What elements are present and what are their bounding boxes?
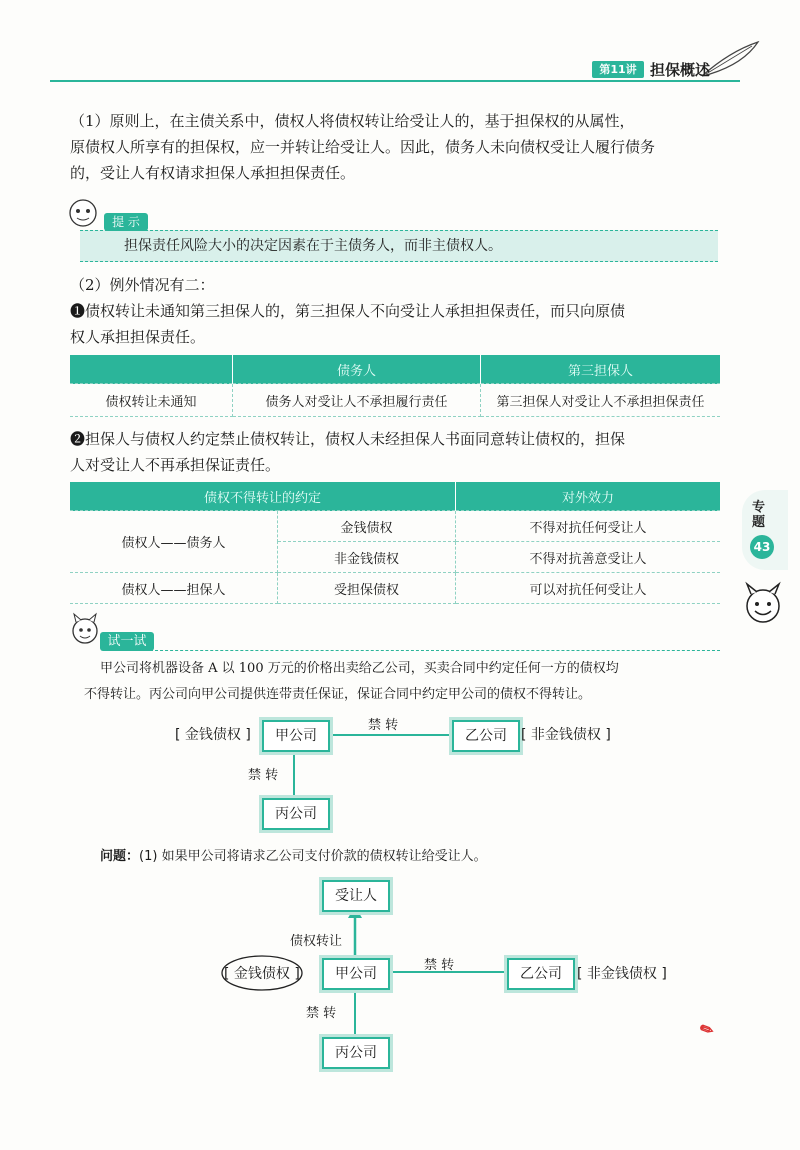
tip-label: 提 示: [104, 213, 148, 231]
text-line: 人对受让人不再承担保证责任。: [70, 456, 281, 474]
decorative-stamp: ✎: [696, 1018, 717, 1041]
table-cell: 不得对抗善意受让人: [456, 542, 721, 573]
tip-text: 担保责任风险大小的决定因素在于主债务人，而非主债权人。: [124, 238, 502, 254]
table-cell: 债权人——担保人: [70, 573, 278, 604]
table-header-cell: 第三担保人: [481, 355, 721, 384]
page-header-title: 担保概述: [650, 61, 711, 79]
note-non-monetary: [ 非金钱债权 ]: [577, 966, 667, 982]
text-line: 原债权人所享有的担保权，应一并转让给受让人。因此，债务人未向债权受让人履行债务: [70, 138, 656, 156]
question-label: 问题：: [100, 849, 140, 864]
text-line: ❷担保人与债权人约定禁止债权转让，债权人未经担保人书面同意转让债权的，担保: [70, 430, 626, 448]
text-line: 权人承担担保责任。: [70, 328, 206, 346]
table-cell: 第三担保人对受让人不承担担保责任: [481, 384, 721, 417]
table-cell: 可以对抗任何受让人: [456, 573, 721, 604]
edge-label-transfer: 债权转让: [290, 934, 343, 949]
node-transferee: 受让人: [322, 880, 390, 912]
edge-label-ban: 禁 转: [424, 958, 455, 973]
table-cell: 债务人对受让人不承担履行责任: [233, 384, 481, 417]
edge-label-ban: 禁 转: [368, 718, 399, 733]
table-cell: 金钱债权: [278, 511, 456, 542]
question-text: (1) 如果甲公司将请求乙公司支付价款的债权转让给受让人。: [139, 849, 487, 864]
question: [100, 845, 487, 864]
node-jia: 甲公司: [262, 720, 330, 752]
text-line: 的，受让人有权请求担保人承担担保责任。: [70, 164, 356, 182]
node-bing: 丙公司: [262, 798, 330, 830]
lesson-tag: 第11讲: [592, 61, 644, 78]
text-line: （1）原则上，在主债关系中，债权人将债权转让给受让人的，基于担保权的从属性，: [70, 112, 635, 130]
table-header-cell: 债权不得转让的约定: [70, 482, 456, 511]
text-line: 甲公司将机器设备 A 以 100 万元的价格出卖给乙公司，买卖合同中约定任何一方的债权均: [100, 661, 619, 676]
exceptions-title: （2）例外情况有二：: [70, 276, 215, 294]
table-cell: 非金钱债权: [278, 542, 456, 573]
note-monetary: [ 金钱债权 ]: [175, 727, 251, 743]
node-yi: 乙公司: [507, 958, 575, 990]
edge-label-ban: 禁 转: [306, 1006, 337, 1021]
side-tab-number: 43: [750, 535, 774, 559]
table-header-cell: 债务人: [233, 355, 481, 384]
table-cell: 不得对抗任何受让人: [456, 511, 721, 542]
note-monetary-circled: [ 金钱债权 ]: [224, 966, 300, 982]
text-line: ❶债权转让未通知第三担保人的，第三担保人不向受让人承担担保责任，而只向原债: [70, 302, 626, 320]
text-line: 不得转让。丙公司向甲公司提供连带责任保证，保证合同中约定甲公司的债权不得转让。: [84, 687, 592, 702]
node-jia: 甲公司: [322, 958, 390, 990]
node-yi: 乙公司: [452, 720, 520, 752]
table-header-cell: 对外效力: [456, 482, 721, 511]
side-tab-label: 专题: [752, 500, 766, 530]
note-non-monetary: [ 非金钱债权 ]: [521, 727, 611, 743]
table-cell: 债权转让未通知: [70, 384, 233, 417]
try-label: 试一试: [100, 632, 154, 651]
edge-label-ban: 禁 转: [248, 768, 279, 783]
node-bing: 丙公司: [322, 1037, 390, 1069]
table-cell: 受担保债权: [278, 573, 456, 604]
table-cell: 债权人——债务人: [70, 511, 278, 573]
